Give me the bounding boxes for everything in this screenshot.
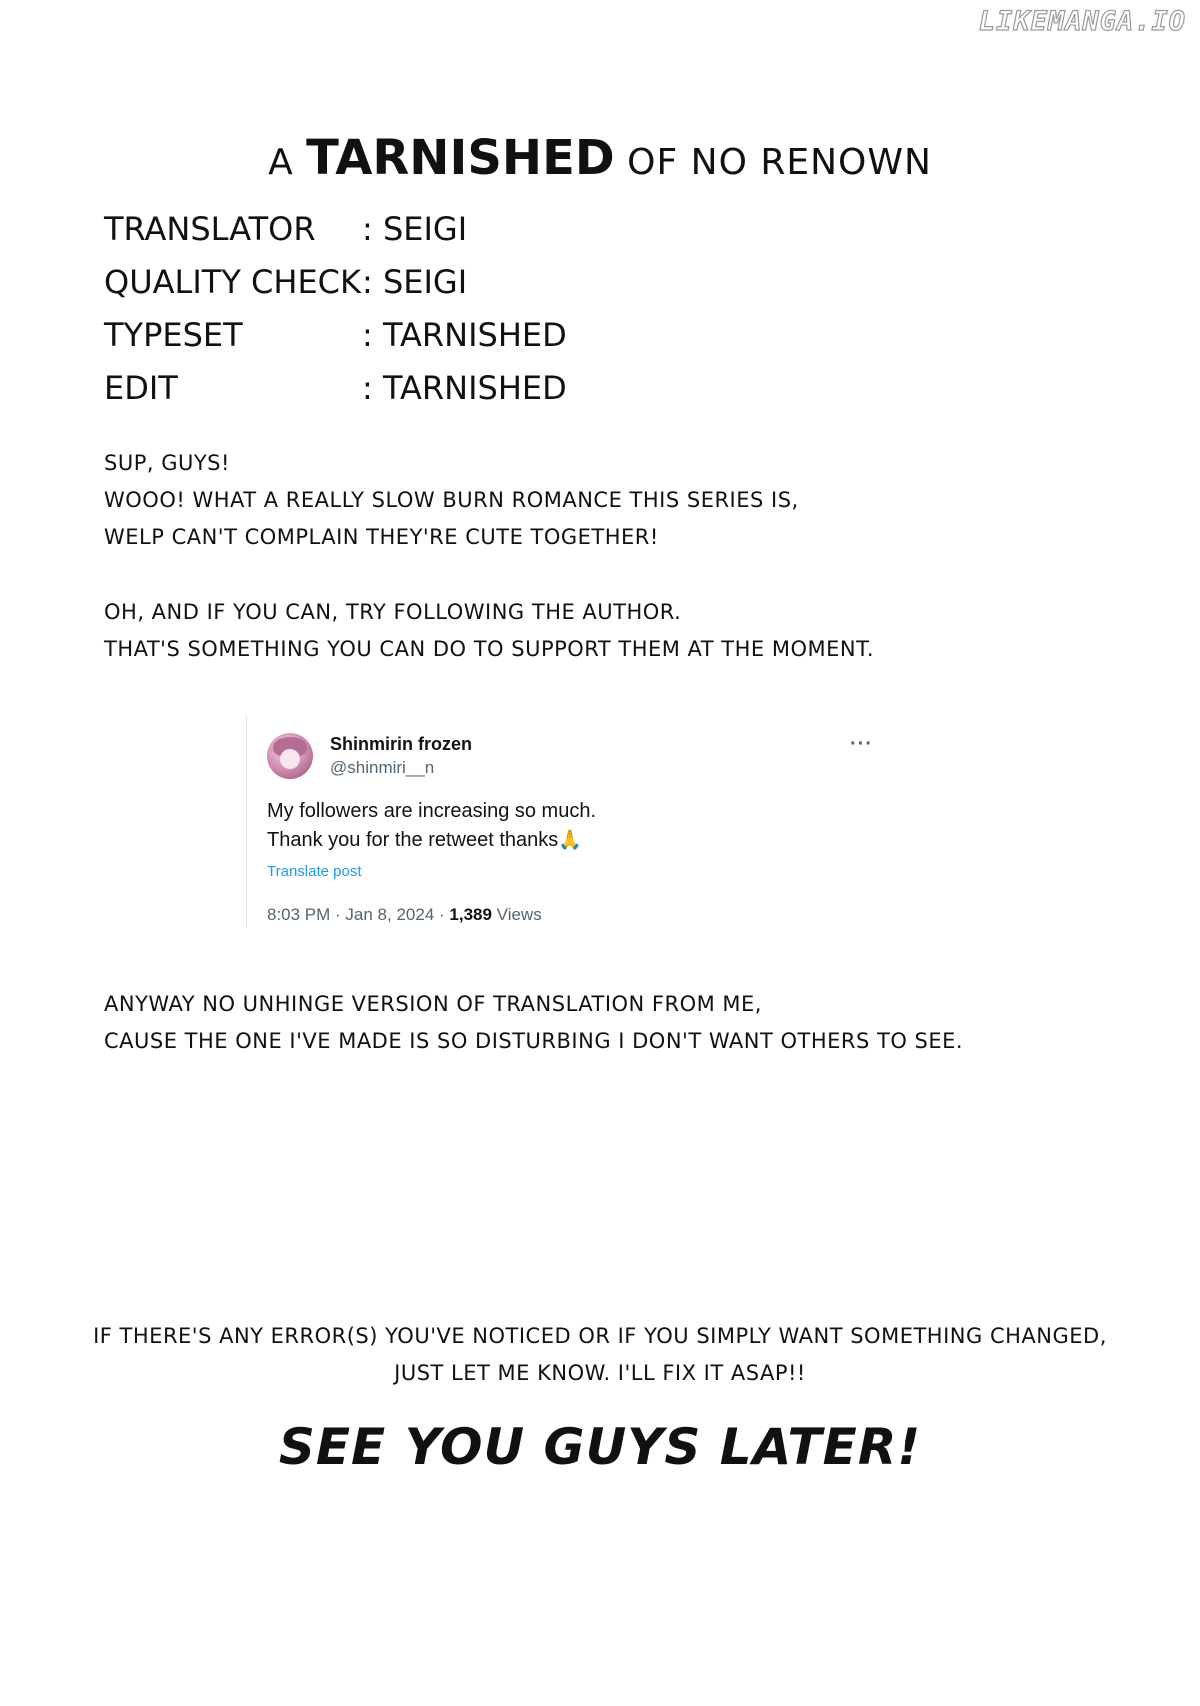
note-line: SUP, GUYS! [104, 451, 230, 475]
credit-edit [104, 361, 567, 414]
note-translation [104, 986, 963, 1060]
closing-line: JUST LET ME KNOW. I'LL FIX IT ASAP!! [394, 1361, 806, 1385]
credit-role: QUALITY CHECK [104, 262, 361, 301]
note-greeting [104, 445, 799, 556]
tweet-handle[interactable]: @shinmiri__n [330, 758, 435, 777]
translate-post-link[interactable]: Translate post [267, 863, 362, 880]
tweet-views-label: Views [491, 905, 542, 924]
avatar[interactable] [267, 733, 313, 779]
note-support-author [104, 594, 874, 668]
closing-line: IF THERE'S ANY ERROR(S) YOU'VE NOTICED OR IF YOU SIMPLY WANT SOMETHING CHANGED, [93, 1324, 1107, 1348]
credit-value: : TARNISHED [362, 316, 567, 354]
note-line: OH, AND IF YOU CAN, TRY FOLLOWING THE AUTHOR. [104, 600, 682, 624]
note-line: WOOO! WHAT A REALLY SLOW BURN ROMANCE THIS SERIES IS, [104, 488, 799, 512]
note-line: CAUSE THE ONE I'VE MADE IS SO DISTURBING I DON'T WANT OTHERS TO SEE. [104, 1029, 964, 1053]
note-line: WELP CAN'T COMPLAIN THEY'RE CUTE TOGETHER! [104, 525, 659, 549]
credit-quality-check [104, 255, 567, 308]
tweet-card [246, 715, 951, 927]
credits-list [104, 202, 567, 414]
tweet-text-fragment: Thank you for the retweet thanks [267, 829, 559, 851]
tweet-timestamp[interactable]: 8:03 PM · Jan 8, 2024 · [267, 905, 450, 924]
page-title [0, 130, 1200, 186]
credit-translator [104, 202, 567, 255]
tweet-text-line [267, 826, 596, 855]
tweet-meta [267, 905, 542, 925]
title-prefix: A [268, 142, 294, 183]
farewell-heading: SEE YOU GUYS LATER! [278, 1418, 922, 1476]
credit-value: : SEIGI [362, 210, 467, 248]
more-options-icon[interactable]: ··· [850, 733, 873, 755]
tweet-text-line: My followers are increasing so much. [267, 800, 597, 822]
title-highlight: TARNISHED [306, 130, 615, 186]
credit-role: TRANSLATOR [104, 209, 316, 248]
note-line: ANYWAY NO UNHINGE VERSION OF TRANSLATION FROM ME, [104, 992, 762, 1016]
credit-value: : TARNISHED [362, 369, 567, 407]
tweet-views-count: 1,389 [449, 905, 492, 924]
tweet-display-name[interactable]: Shinmirin frozen [330, 734, 473, 754]
title-suffix: OF NO RENOWN [627, 142, 932, 183]
pray-emoji-icon: 🙏 [558, 830, 582, 851]
credit-role: EDIT [104, 368, 178, 407]
watermark: LIKEMANGA.IO [978, 6, 1186, 37]
credit-typeset [104, 308, 567, 361]
credit-role: TYPESET [104, 315, 243, 354]
tweet-text [267, 797, 596, 855]
credit-value: : SEIGI [362, 263, 467, 301]
note-line: THAT'S SOMETHING YOU CAN DO TO SUPPORT THEM AT THE MOMENT. [104, 637, 875, 661]
closing-note [0, 1318, 1200, 1392]
